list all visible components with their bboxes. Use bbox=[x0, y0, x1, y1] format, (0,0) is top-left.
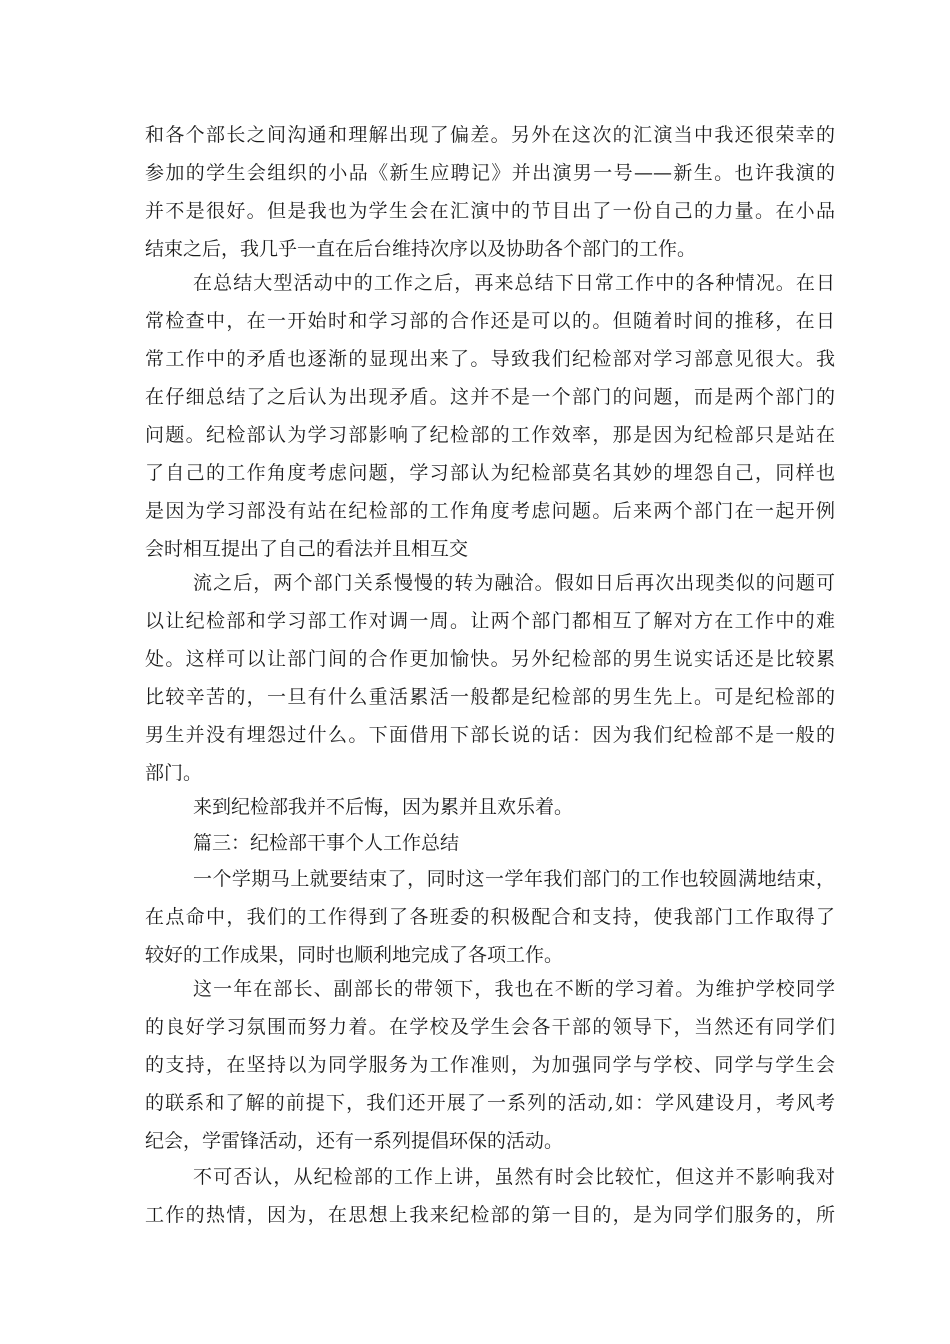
text-line: 处。这样可以让部门间的合作更加愉快。另外纪检部的男生说实话还是比较累 bbox=[145, 648, 835, 670]
text-line: 和各个部长之间沟通和理解出现了偏差。另外在这次的汇演当中我还很荣幸的 bbox=[145, 124, 835, 146]
text-line: 比较辛苦的，一旦有什么重活累活一般都是纪检部的男生先上。可是纪检部的 bbox=[145, 686, 835, 708]
text-line: 较好的工作成果，同时也顺利地完成了各项工作。 bbox=[145, 944, 564, 966]
section-heading: 篇三：纪检部干事个人工作总结 bbox=[193, 832, 460, 854]
paragraph-first-line: 来到纪检部我并不后悔，因为累并且欢乐着。 bbox=[193, 796, 574, 818]
text-line: 部门。 bbox=[145, 762, 203, 784]
text-line: 结束之后，我几乎一直在后台维持次序以及协助各个部门的工作。 bbox=[145, 238, 697, 260]
text-line: 参加的学生会组织的小品《新生应聘记》并出演男一号——新生。也许我演的 bbox=[145, 162, 835, 184]
text-line: 的良好学习氛围而努力着。在学校及学生会各干部的领导下，当然还有同学们 bbox=[145, 1016, 835, 1038]
text-line: 并不是很好。但是我也为学生会在汇演中的节目出了一份自己的力量。在小品 bbox=[145, 200, 835, 222]
text-line: 工作的热情，因为，在思想上我来纪检部的第一目的，是为同学们服务的，所 bbox=[145, 1204, 835, 1226]
paragraph-first-line: 一个学期马上就要结束了，同时这一学年我们部门的工作也较圆满地结束， bbox=[193, 868, 835, 890]
text-line: 在点命中，我们的工作得到了各班委的积极配合和支持，使我部门工作取得了 bbox=[145, 906, 835, 928]
paragraph-first-line: 流之后，两个部门关系慢慢的转为融洽。假如日后再次出现类似的问题可 bbox=[193, 572, 835, 594]
text-line: 会时相互提出了自己的看法并且相互交 bbox=[145, 538, 469, 560]
paragraph-first-line: 在总结大型活动中的工作之后，再来总结下日常工作中的各种情况。在日 bbox=[193, 272, 835, 294]
text-line: 问题。纪检部认为学习部影响了纪检部的工作效率，那是因为纪检部只是站在 bbox=[145, 424, 835, 446]
text-line: 的联系和了解的前提下，我们还开展了一系列的活动,如：学风建设月，考风考 bbox=[145, 1092, 835, 1114]
text-line: 男生并没有埋怨过什么。下面借用下部长说的话：因为我们纪检部不是一般的 bbox=[145, 724, 835, 746]
text-line: 常检查中，在一开始时和学习部的合作还是可以的。但随着时间的推移，在日 bbox=[145, 310, 835, 332]
text-line: 在仔细总结了之后认为出现矛盾。这并不是一个部门的问题，而是两个部门的 bbox=[145, 386, 835, 408]
paragraph-first-line: 不可否认，从纪检部的工作上讲，虽然有时会比较忙，但这并不影响我对 bbox=[193, 1166, 835, 1188]
text-line: 的支持，在坚持以为同学服务为工作准则，为加强同学与学校、同学与学生会 bbox=[145, 1054, 835, 1076]
paragraph-first-line: 这一年在部长、副部长的带领下，我也在不断的学习着。为维护学校同学 bbox=[193, 978, 835, 1000]
text-line: 纪会，学雷锋活动，还有一系列提倡环保的活动。 bbox=[145, 1130, 564, 1152]
text-line: 常工作中的矛盾也逐渐的显现出来了。导致我们纪检部对学习部意见很大。我 bbox=[145, 348, 835, 370]
text-line: 是因为学习部没有站在纪检部的工作角度考虑问题。后来两个部门在一起开例 bbox=[145, 500, 835, 522]
text-line: 以让纪检部和学习部工作对调一周。让两个部门都相互了解对方在工作中的难 bbox=[145, 610, 835, 632]
text-line: 了自己的工作角度考虑问题，学习部认为纪检部莫名其妙的埋怨自己，同样也 bbox=[145, 462, 835, 484]
